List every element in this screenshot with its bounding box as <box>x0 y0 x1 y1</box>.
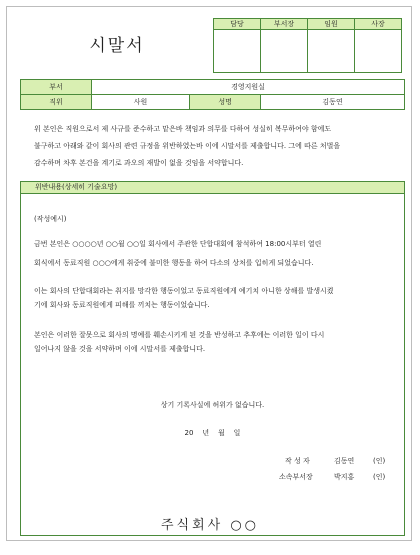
document-page <box>6 6 412 541</box>
signer-name-author[interactable]: 김동연 <box>334 457 355 465</box>
violation-line: 이는 회사의 단합대회라는 취지를 망각한 행동이었고 동료직원에게 예기치 아니한 상해를 발생시켰 <box>34 287 334 295</box>
approval-box-president[interactable] <box>355 30 402 73</box>
document-title: 시말서 <box>89 36 145 56</box>
approval-box-staff[interactable] <box>214 30 261 73</box>
violation-frame <box>20 194 405 536</box>
pledge-text <box>34 121 394 172</box>
dept-value[interactable]: 경영지원실 <box>92 80 405 95</box>
violation-line: 본인은 이러한 잘못으로 회사의 명예를 훼손시키게 된 것을 반성하고 추후에는 이러한 일이 다시 <box>34 331 325 339</box>
approval-box-executive[interactable] <box>308 30 355 73</box>
violation-line: 회식에서 동료직원 ○○○에게 취중에 불미한 행동을 하여 다소의 상처를 입히게 되었습니다. <box>34 259 314 267</box>
signer-role-author: 작 성 자 <box>285 457 310 465</box>
signer-seal-author[interactable]: (인) <box>373 457 386 465</box>
approval-header-dept-head: 부서장 <box>261 19 308 30</box>
position-label: 직위 <box>21 95 92 110</box>
pledge-line: 위 본인은 직원으로서 제 사규를 준수하고 맡은바 책임과 의무를 다하여 성실히 복무하여야 함에도 <box>34 125 332 133</box>
approval-table <box>213 18 402 73</box>
approval-header-staff: 담당 <box>214 19 261 30</box>
signer-name-dept-head[interactable]: 박지홍 <box>334 473 355 481</box>
company-name: 주식회사 ○○ <box>160 518 260 533</box>
name-label: 성명 <box>190 95 261 110</box>
pledge-line: 감수하며 차후 본건을 계기로 과오의 재발이 없을 것임을 서약합니다. <box>34 159 244 167</box>
violation-heading: 위반내용(상세히 기술요망) <box>20 181 405 194</box>
approval-box-dept-head[interactable] <box>261 30 308 73</box>
pledge-line: 불구하고 아래와 같이 회사의 관련 규정을 위반하였는바 이에 시말서를 제출합니다. 그에 따른 처벌을 <box>34 142 341 150</box>
dept-label: 부서 <box>21 80 92 95</box>
approval-header-executive: 임원 <box>308 19 355 30</box>
employee-info-table <box>20 79 405 110</box>
violation-line: 기에 회사와 동료직원에게 피해를 끼치는 행동이었습니다. <box>34 301 210 309</box>
example-label: (작성예시) <box>34 215 67 223</box>
name-value[interactable]: 김동연 <box>261 95 405 110</box>
date-line: 20 년 월 일 <box>184 429 241 437</box>
signer-seal-dept-head[interactable]: (인) <box>373 473 386 481</box>
signer-role-dept-head: 소속부서장 <box>279 473 313 481</box>
approval-header-president: 사장 <box>355 19 402 30</box>
position-value[interactable]: 사원 <box>92 95 190 110</box>
confirm-statement: 상기 기록사실에 허위가 없습니다. <box>160 401 265 409</box>
violation-line: 금번 본인은 ○○○○년 ○○월 ○○일 회사에서 주관한 단합대회에 참석하여 18:00시부터 열린 <box>34 240 322 248</box>
violation-line: 일어나지 않을 것을 서약하며 이에 시말서를 제출합니다. <box>34 345 206 353</box>
